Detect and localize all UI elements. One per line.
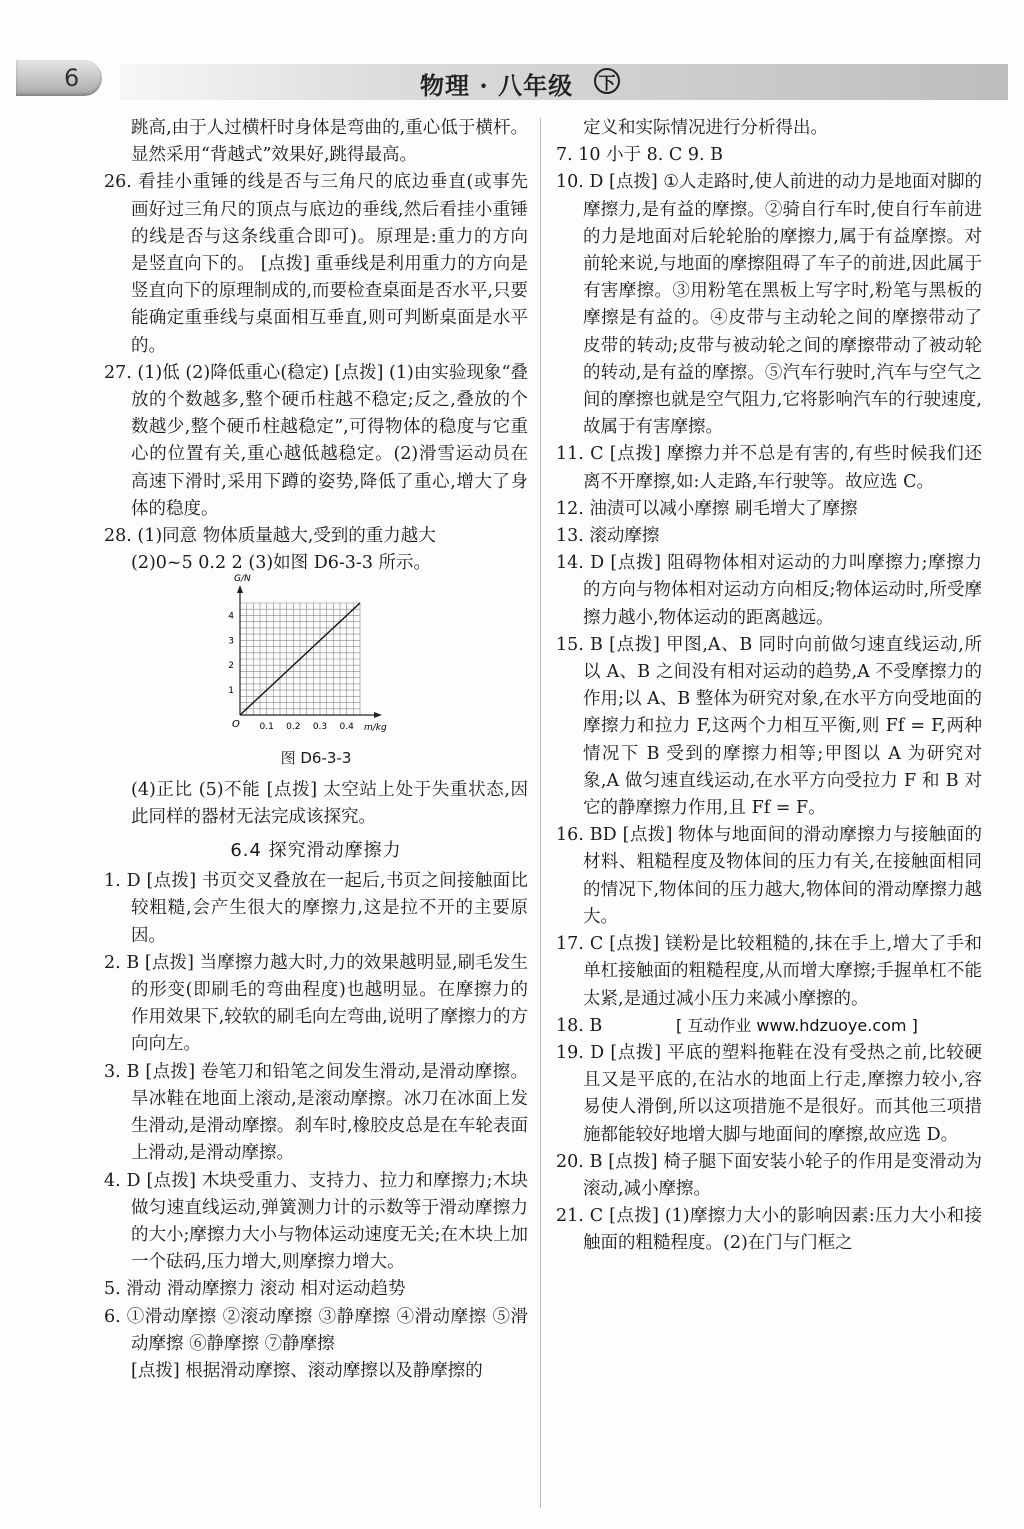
right-column — [556, 115, 982, 1258]
chart-svg — [200, 574, 400, 741]
answer-4: 4. D [点拨] 木块受重力、支持力、拉力和摩擦力;木块做匀速直线运动,弹簧测力计的示数等于滑动摩擦力的大小;摩擦力大小与物体运动速度无关;在木块上加一个砝码,压力增大,则摩擦力增大。 — [104, 1170, 528, 1273]
answer-28: 28. (1)同意 物体质量越大,受到的重力越大 — [104, 526, 436, 547]
y-axis-label: G/N — [234, 574, 251, 585]
answer-6-note: [点拨] 根据滑动摩擦、滚动摩擦以及静摩擦的 — [131, 1360, 483, 1381]
answer-1: 1. D [点拨] 书页交叉叠放在一起后,书页之间接触面比较粗糙,会产生很大的摩擦力,这是拉不开的主要原因。 — [104, 871, 528, 946]
answer-28-part2: (2)0~5 0.2 2 (3)如图 D6-3-3 所示。 — [131, 553, 432, 574]
volume-badge: 下 — [594, 68, 620, 94]
column-divider — [540, 118, 541, 1508]
left-column — [104, 115, 528, 1385]
page-number: 6 — [16, 60, 102, 96]
answer-26: 26. 看挂小重锤的线是否与三角尺的底边垂直(或事先画好过三角尺的顶点与底边的垂线,然后看挂小重锤的线是否与这条线重合即可)。原理是:重力的方向是竖直向下的。 [点拨] 重垂线是利用重力的方向是竖直向下的原理制成的,而要检查桌面是否水平,只要能确定重垂线与桌面相互垂直,则可判断桌面是水平的。 — [104, 172, 528, 356]
answer-11: 11. C [点拨] 摩擦力并不总是有害的,有些时候我们还离不开摩擦,如:人走路,车行驶等。故应选 C。 — [556, 444, 982, 492]
y-tick-label: 4 — [228, 611, 234, 622]
answer-20: 20. B [点拨] 椅子腿下面安装小轮子的作用是变滑动为滚动,减小摩擦。 — [556, 1151, 982, 1199]
answer-5: 5. 滑动 滑动摩擦力 滚动 相对运动趋势 — [104, 1279, 406, 1300]
answer-15: 15. B [点拨] 甲图,A、B 同时向前做匀速直线运动,所以 A、B 之间没有相对运动的趋势,A 不受摩擦力的作用;以 A、B 整体为研究对象,在水平方向受地面的摩擦力和拉力 F,这两个力相互平衡,则 Ff = F,两种情况下 B 受到的摩擦力相等;甲图以 A 为研究对象,A 做匀速直线运动,在水平方向受拉力 F 和 B 对它的静摩擦力作用,且 Ff = F。 — [556, 634, 982, 819]
answer-19: 19. D [点拨] 平底的塑料拖鞋在没有受热之前,比较硬且又是平底的,在沾水的地面上行走,摩擦力较小,容易使人滑倒,所以这项措施不是很好。而其他三项措施都能较好地增大脚与地面间的摩擦,故应选 D。 — [556, 1042, 982, 1145]
y-tick-label: 2 — [228, 661, 234, 672]
answer-12: 12. 油渍可以减小摩擦 刷毛增大了摩擦 — [556, 498, 858, 519]
x-tick-label: 0.2 — [286, 722, 301, 733]
answer-14: 14. D [点拨] 阻碍物体相对运动的力叫摩擦力;摩擦力的方向与物体相对运动方向相反;物体运动时,所受摩擦力越小,物体运动的距离越远。 — [556, 553, 982, 628]
subject-title: 物理 · 八年级 — [420, 71, 574, 100]
answer-2: 2. B [点拨] 当摩擦力越大时,力的效果越明显,刷毛发生的形变(即刷毛的弯曲程度)也越明显。在摩擦力的作用效果下,较软的刷毛向左弯曲,说明了摩擦力的方向向左。 — [104, 952, 528, 1055]
answer-7-9: 7. 10 小于 8. C 9. B — [556, 145, 723, 166]
answer-17: 17. C [点拨] 镁粉是比较粗糙的,抹在手上,增大了手和单杠接触面的粗糙程度,从而增大摩擦;手握单杠不能太紧,是通过减小压力来减小摩擦的。 — [556, 934, 982, 1009]
figure-caption: 图 D6-3-3 — [280, 749, 352, 768]
answer-21: 21. C [点拨] (1)摩擦力大小的影响因素:压力大小和接触面的粗糙程度。(2)在门与门框之 — [556, 1206, 982, 1254]
page-header — [0, 58, 1010, 102]
x-tick-label: 0.4 — [339, 722, 354, 733]
y-axis-arrow — [237, 585, 243, 593]
answer-25-continued: 跳高,由于人过横杆时身体是弯曲的,重心低于横杆。显然采用“背越式”效果好,跳得最高。 — [131, 118, 528, 166]
chart-g-vs-m — [104, 574, 528, 741]
x-tick-label: 0.1 — [259, 722, 274, 733]
answer-16: 16. BD [点拨] 物体与地面间的滑动摩擦力与接触面的材料、粗糙程度及物体间的压力有关,在接触面相同的情况下,物体间的压力越大,物体间的滑动摩擦力越大。 — [556, 825, 982, 927]
section-heading: 6.4 探究滑动摩擦力 — [230, 840, 402, 862]
answer-18: 18. B — [556, 1015, 603, 1036]
x-axis-label: m/kg — [364, 723, 387, 734]
answer-28-part3: (4)正比 (5)不能 [点拨] 太空站上处于失重状态,因此同样的器材无法完成该探究。 — [131, 779, 528, 827]
answer-27: 27. (1)低 (2)降低重心(稳定) [点拨] (1)由实验现象“叠放的个数越多,整个硬币柱越不稳定;反之,叠放的个数越少,整个硬币柱越稳定”,可得物体的稳度与它重心的位置有关,重心越低越稳定。(2)滑雪运动员在高速下滑时,采用下蹲的姿势,降低了重心,增大了身体的稳度。 — [104, 362, 528, 519]
watermark-text: [ 互动作业 www.hdzuoye.com ] — [672, 1013, 922, 1036]
answer-3: 3. B [点拨] 卷笔刀和铅笔之间发生滑动,是滑动摩擦。旱冰鞋在地面上滚动,是滚动摩擦。冰刀在冰面上发生滑动,是滑动摩擦。刹车时,橡胶皮总是在车轮表面上滑动,是滑动摩擦。 — [104, 1061, 528, 1164]
x-axis-arrow — [374, 712, 382, 718]
answer-10: 10. D [点拨] ①人走路时,使人前进的动力是地面对脚的摩擦力,是有益的摩擦。②骑自行车时,使自行车前进的力是地面对后轮轮胎的摩擦力,属于有益摩擦。对前轮来说,与地面的摩擦阻碍了车子的前进,因此属于有害摩擦。③用粉笔在黑板上写字时,粉笔与黑板的摩擦是有益的。④皮带与主动轮之间的摩擦带动了皮带的转动;皮带与被动轮之间的摩擦带动了被动轮的转动,是有益的摩擦。⑤汽车行驶时,汽车与空气之间的摩擦也就是空气阻力,它将影响汽车的行驶速度,故属于有害摩擦。 — [556, 172, 982, 438]
answer-6-continued: 定义和实际情况进行分析得出。 — [583, 118, 828, 138]
y-tick-label: 1 — [228, 686, 234, 697]
origin-label: O — [232, 719, 240, 731]
x-tick-label: 0.3 — [312, 722, 328, 733]
y-tick-label: 3 — [228, 636, 234, 647]
answer-6: 6. ①滑动摩擦 ②滚动摩擦 ③静摩擦 ④滑动摩擦 ⑤滑动摩擦 ⑥静摩擦 ⑦静摩擦 — [104, 1306, 528, 1354]
answer-13: 13. 滚动摩擦 — [556, 526, 660, 547]
